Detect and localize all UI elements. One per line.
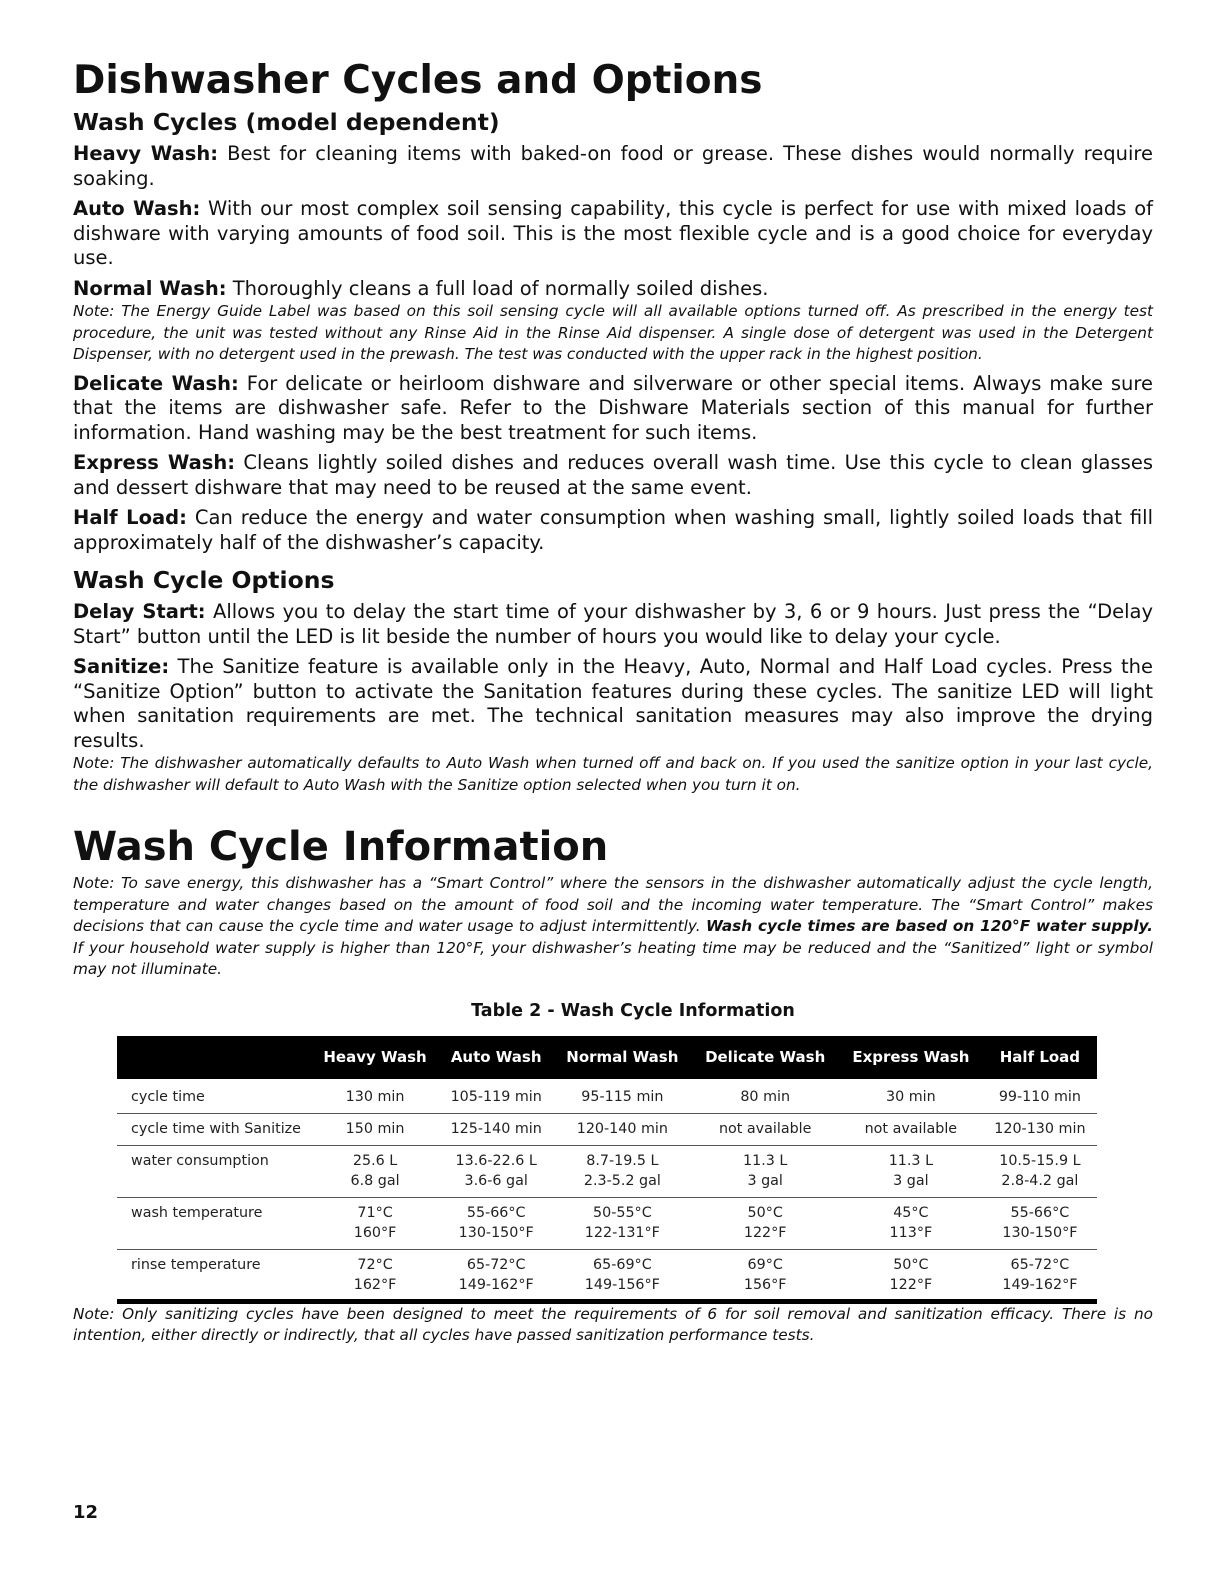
cell-value: 156°F <box>743 1276 787 1293</box>
table-row <box>117 1197 1097 1249</box>
cell-value: 65-72°C <box>1010 1256 1070 1273</box>
table-cell <box>983 1145 1097 1197</box>
cycle-label: Delicate Wash: <box>73 371 239 395</box>
cell-value: 122°F <box>743 1224 787 1241</box>
option-label: Sanitize: <box>73 655 170 678</box>
table-cell <box>553 1113 691 1145</box>
column-header: Delicate Wash <box>691 1036 839 1079</box>
cell-value: 2.8-4.2 gal <box>1001 1172 1079 1189</box>
cell-value: 6.8 gal <box>350 1172 400 1189</box>
cell-value: 113°F <box>889 1224 933 1241</box>
cycle-description: With our most complex soil sensing capability, this cycle is perfect for use with mixed loads of dishware with varying amounts of food soil. This is the most flexible cycle and is a good choice for everyday use. <box>73 197 1153 269</box>
cycle-express-wash <box>73 451 1153 500</box>
cell-value: 55-66°C <box>466 1204 526 1221</box>
table-cell <box>439 1249 553 1301</box>
note-text: Note: To save energy, this dishwasher has a “Smart Control” where the sensors in the dishwasher automatically adjust the cycle length, temperature and water changes based on the amount of food soil and the incoming water temperature. The “Smart Control” makes decisions that can cause the cycle time and water usage to adjust intermittently. <box>73 874 1153 935</box>
cell-value: 50°C <box>747 1204 783 1221</box>
table-cell <box>553 1197 691 1249</box>
table-cell <box>839 1249 983 1301</box>
cell-value: 72°C <box>357 1256 393 1273</box>
cycle-label: Heavy Wash: <box>73 142 219 165</box>
table-cell <box>691 1113 839 1145</box>
cycle-normal-wash <box>73 277 1153 302</box>
row-label: wash temperature <box>117 1197 311 1249</box>
cell-value: 10.5-15.9 L <box>999 1152 1081 1169</box>
cycle-label: Auto Wash: <box>73 197 201 220</box>
cell-value: 130-150°F <box>1002 1224 1078 1241</box>
row-label: water consumption <box>117 1145 311 1197</box>
options-heading: Wash Cycle Options <box>73 566 335 594</box>
table-cell <box>311 1249 439 1301</box>
smart-control-note <box>73 873 1153 981</box>
table-cell <box>439 1113 553 1145</box>
option-sanitize <box>73 655 1153 753</box>
table-cell <box>311 1145 439 1197</box>
page-title: Dishwasher Cycles and Options <box>73 58 763 103</box>
cycle-label: Normal Wash: <box>73 276 227 300</box>
table-cell <box>311 1197 439 1249</box>
cycle-heavy-wash <box>73 142 1153 191</box>
option-label: Delay Start: <box>73 600 206 623</box>
column-header: Heavy Wash <box>311 1036 439 1079</box>
cell-value: 69°C <box>747 1256 783 1273</box>
option-delay-start <box>73 600 1153 649</box>
column-header: Normal Wash <box>553 1036 691 1079</box>
table-row <box>117 1145 1097 1197</box>
cell-value: 105-119 min <box>450 1088 542 1105</box>
cell-value: 122°F <box>889 1276 933 1293</box>
table-cell <box>553 1249 691 1301</box>
cell-value: 95-115 min <box>581 1088 664 1105</box>
table-cell <box>983 1249 1097 1301</box>
cell-value: 65-72°C <box>466 1256 526 1273</box>
cell-value: 122-131°F <box>584 1224 660 1241</box>
row-label: cycle time with Sanitize <box>117 1113 311 1145</box>
table-cell <box>839 1145 983 1197</box>
column-header <box>117 1036 311 1079</box>
table-cell <box>553 1079 691 1114</box>
table-cell <box>983 1079 1097 1114</box>
table-cell <box>983 1197 1097 1249</box>
cell-value: 30 min <box>886 1088 936 1105</box>
cell-value: 130 min <box>345 1088 405 1105</box>
cell-value: 25.6 L <box>352 1152 398 1169</box>
table-cell <box>553 1145 691 1197</box>
cell-value: 162°F <box>353 1276 397 1293</box>
cell-value: not available <box>864 1120 958 1137</box>
table-row <box>117 1113 1097 1145</box>
cycle-description: For delicate or heirloom dishware and silverware or other special items. Always make sure that the items are dishwasher safe. Refer to the Dishware Materials section of this manual for further information. Hand washing may be the best treatment for such items. <box>73 371 1153 444</box>
cell-value: 13.6-22.6 L <box>455 1152 537 1169</box>
cell-value: 120-140 min <box>576 1120 668 1137</box>
cell-value: 149-162°F <box>1002 1276 1078 1293</box>
cell-value: 71°C <box>357 1204 393 1221</box>
cell-value: 160°F <box>353 1224 397 1241</box>
cell-value: 130-150°F <box>458 1224 534 1241</box>
option-description: Allows you to delay the start time of your dishwasher by 3, 6 or 9 hours. Just press the “Delay Start” button until the LED is lit beside the number of hours you would like to delay your cycle. <box>73 600 1153 648</box>
table-cell <box>839 1113 983 1145</box>
table-cell <box>691 1145 839 1197</box>
page-number: 12 <box>73 1502 99 1523</box>
cell-value: 3 gal <box>893 1172 929 1189</box>
wash-cycle-table <box>117 1036 1097 1304</box>
cycle-label: Express Wash: <box>73 451 236 474</box>
cell-value: 3.6-6 gal <box>464 1172 528 1189</box>
cell-value: 11.3 L <box>888 1152 934 1169</box>
cell-value: 150 min <box>345 1120 405 1137</box>
table-body <box>117 1079 1097 1302</box>
sanitization-note: Note: Only sanitizing cycles have been designed to meet the requirements of 6 for soil removal and sanitization efficacy. There is no intention, either directly or indirectly, that all cycles have passed sanitization performance tests. <box>73 1304 1153 1344</box>
cell-value: 45°C <box>893 1204 929 1221</box>
cycle-delicate-wash <box>73 372 1153 446</box>
table-caption: Table 2 - Wash Cycle Information <box>471 1000 795 1021</box>
cell-value: 120-130 min <box>994 1120 1086 1137</box>
cycle-description: Thoroughly cleans a full load of normally soiled dishes. <box>226 276 769 300</box>
cell-value: 65-69°C <box>593 1256 652 1273</box>
table-header-row <box>117 1036 1097 1079</box>
cycle-half-load <box>73 506 1153 555</box>
row-label: rinse temperature <box>117 1249 311 1301</box>
cell-value: 3 gal <box>747 1172 783 1189</box>
option-description: The Sanitize feature is available only in the Heavy, Auto, Normal and Half Load cycles. Press the “Sanitize Option” button to activate the Sanitation features during these cycles. The sanitize LED will light when sanitation requirements are met. The technical sanitation measures may also improve the drying results. <box>73 655 1153 752</box>
table-cell <box>691 1197 839 1249</box>
default-cycle-note: Note: The dishwasher automatically defaults to Auto Wash when turned off and back on. If you used the sanitize option in your last cycle, the dishwasher will default to Auto Wash with the Sanitize option selected when you turn it on. <box>73 754 1153 794</box>
table-cell <box>839 1079 983 1114</box>
cell-value: 8.7-19.5 L <box>586 1152 659 1169</box>
table-cell <box>983 1113 1097 1145</box>
table-cell <box>691 1249 839 1301</box>
table-cell <box>439 1079 553 1114</box>
cell-value: 50°C <box>893 1256 929 1273</box>
cycle-auto-wash <box>73 197 1153 271</box>
table-row <box>117 1249 1097 1301</box>
cell-value: 99-110 min <box>998 1088 1081 1105</box>
section-title-info: Wash Cycle Information <box>73 824 609 870</box>
cell-value: 2.3-5.2 gal <box>583 1172 661 1189</box>
cell-value: 11.3 L <box>743 1152 788 1169</box>
cycle-description: Cleans lightly soiled dishes and reduces overall wash time. Use this cycle to clean glasses and dessert dishware that may need to be reused at the same event. <box>73 451 1153 499</box>
cell-value: 80 min <box>740 1088 791 1105</box>
table-cell <box>439 1197 553 1249</box>
options-list <box>73 600 1153 796</box>
cycle-description: Can reduce the energy and water consumption when washing small, lightly soiled loads that fill approximately half of the dishwasher’s capacity. <box>73 506 1153 554</box>
table-cell <box>691 1079 839 1114</box>
cell-value: 149-156°F <box>584 1276 660 1293</box>
column-header: Half Load <box>983 1036 1097 1079</box>
cycle-label: Half Load: <box>73 506 187 529</box>
table-cell <box>311 1079 439 1114</box>
row-label: cycle time <box>117 1079 311 1114</box>
column-header: Express Wash <box>839 1036 983 1079</box>
cycle-description: Best for cleaning items with baked-on food or grease. These dishes would normally require soaking. <box>73 142 1153 190</box>
cell-value: 50-55°C <box>593 1204 652 1221</box>
column-header: Auto Wash <box>439 1036 553 1079</box>
cycles-list <box>73 142 1153 555</box>
note-emphasis: Wash cycle times are based on 120°F water supply. <box>706 917 1153 935</box>
energy-guide-note: Note: The Energy Guide Label was based on this soil sensing cycle will all available options turned off. As prescribed in the energy test procedure, the unit was tested without any Rinse Aid in the Rinse Aid dispenser. A single dose of detergent was used in the Detergent Dispenser, with no detergent used in the prewash. The test was conducted with the upper rack in the highest position. <box>73 302 1153 363</box>
table-cell <box>311 1113 439 1145</box>
wash-cycles-heading: Wash Cycles (model dependent) <box>73 108 500 136</box>
cell-value: 149-162°F <box>458 1276 534 1293</box>
note-text: If your household water supply is higher than 120°F, your dishwasher’s heating time may be reduced and the “Sanitized” light or symbol may not illuminate. <box>73 938 1153 978</box>
table-cell <box>839 1197 983 1249</box>
table-cell <box>439 1145 553 1197</box>
cell-value: 55-66°C <box>1010 1204 1070 1221</box>
cell-value: 125-140 min <box>450 1120 542 1137</box>
cell-value: not available <box>718 1120 812 1137</box>
table-row <box>117 1079 1097 1114</box>
